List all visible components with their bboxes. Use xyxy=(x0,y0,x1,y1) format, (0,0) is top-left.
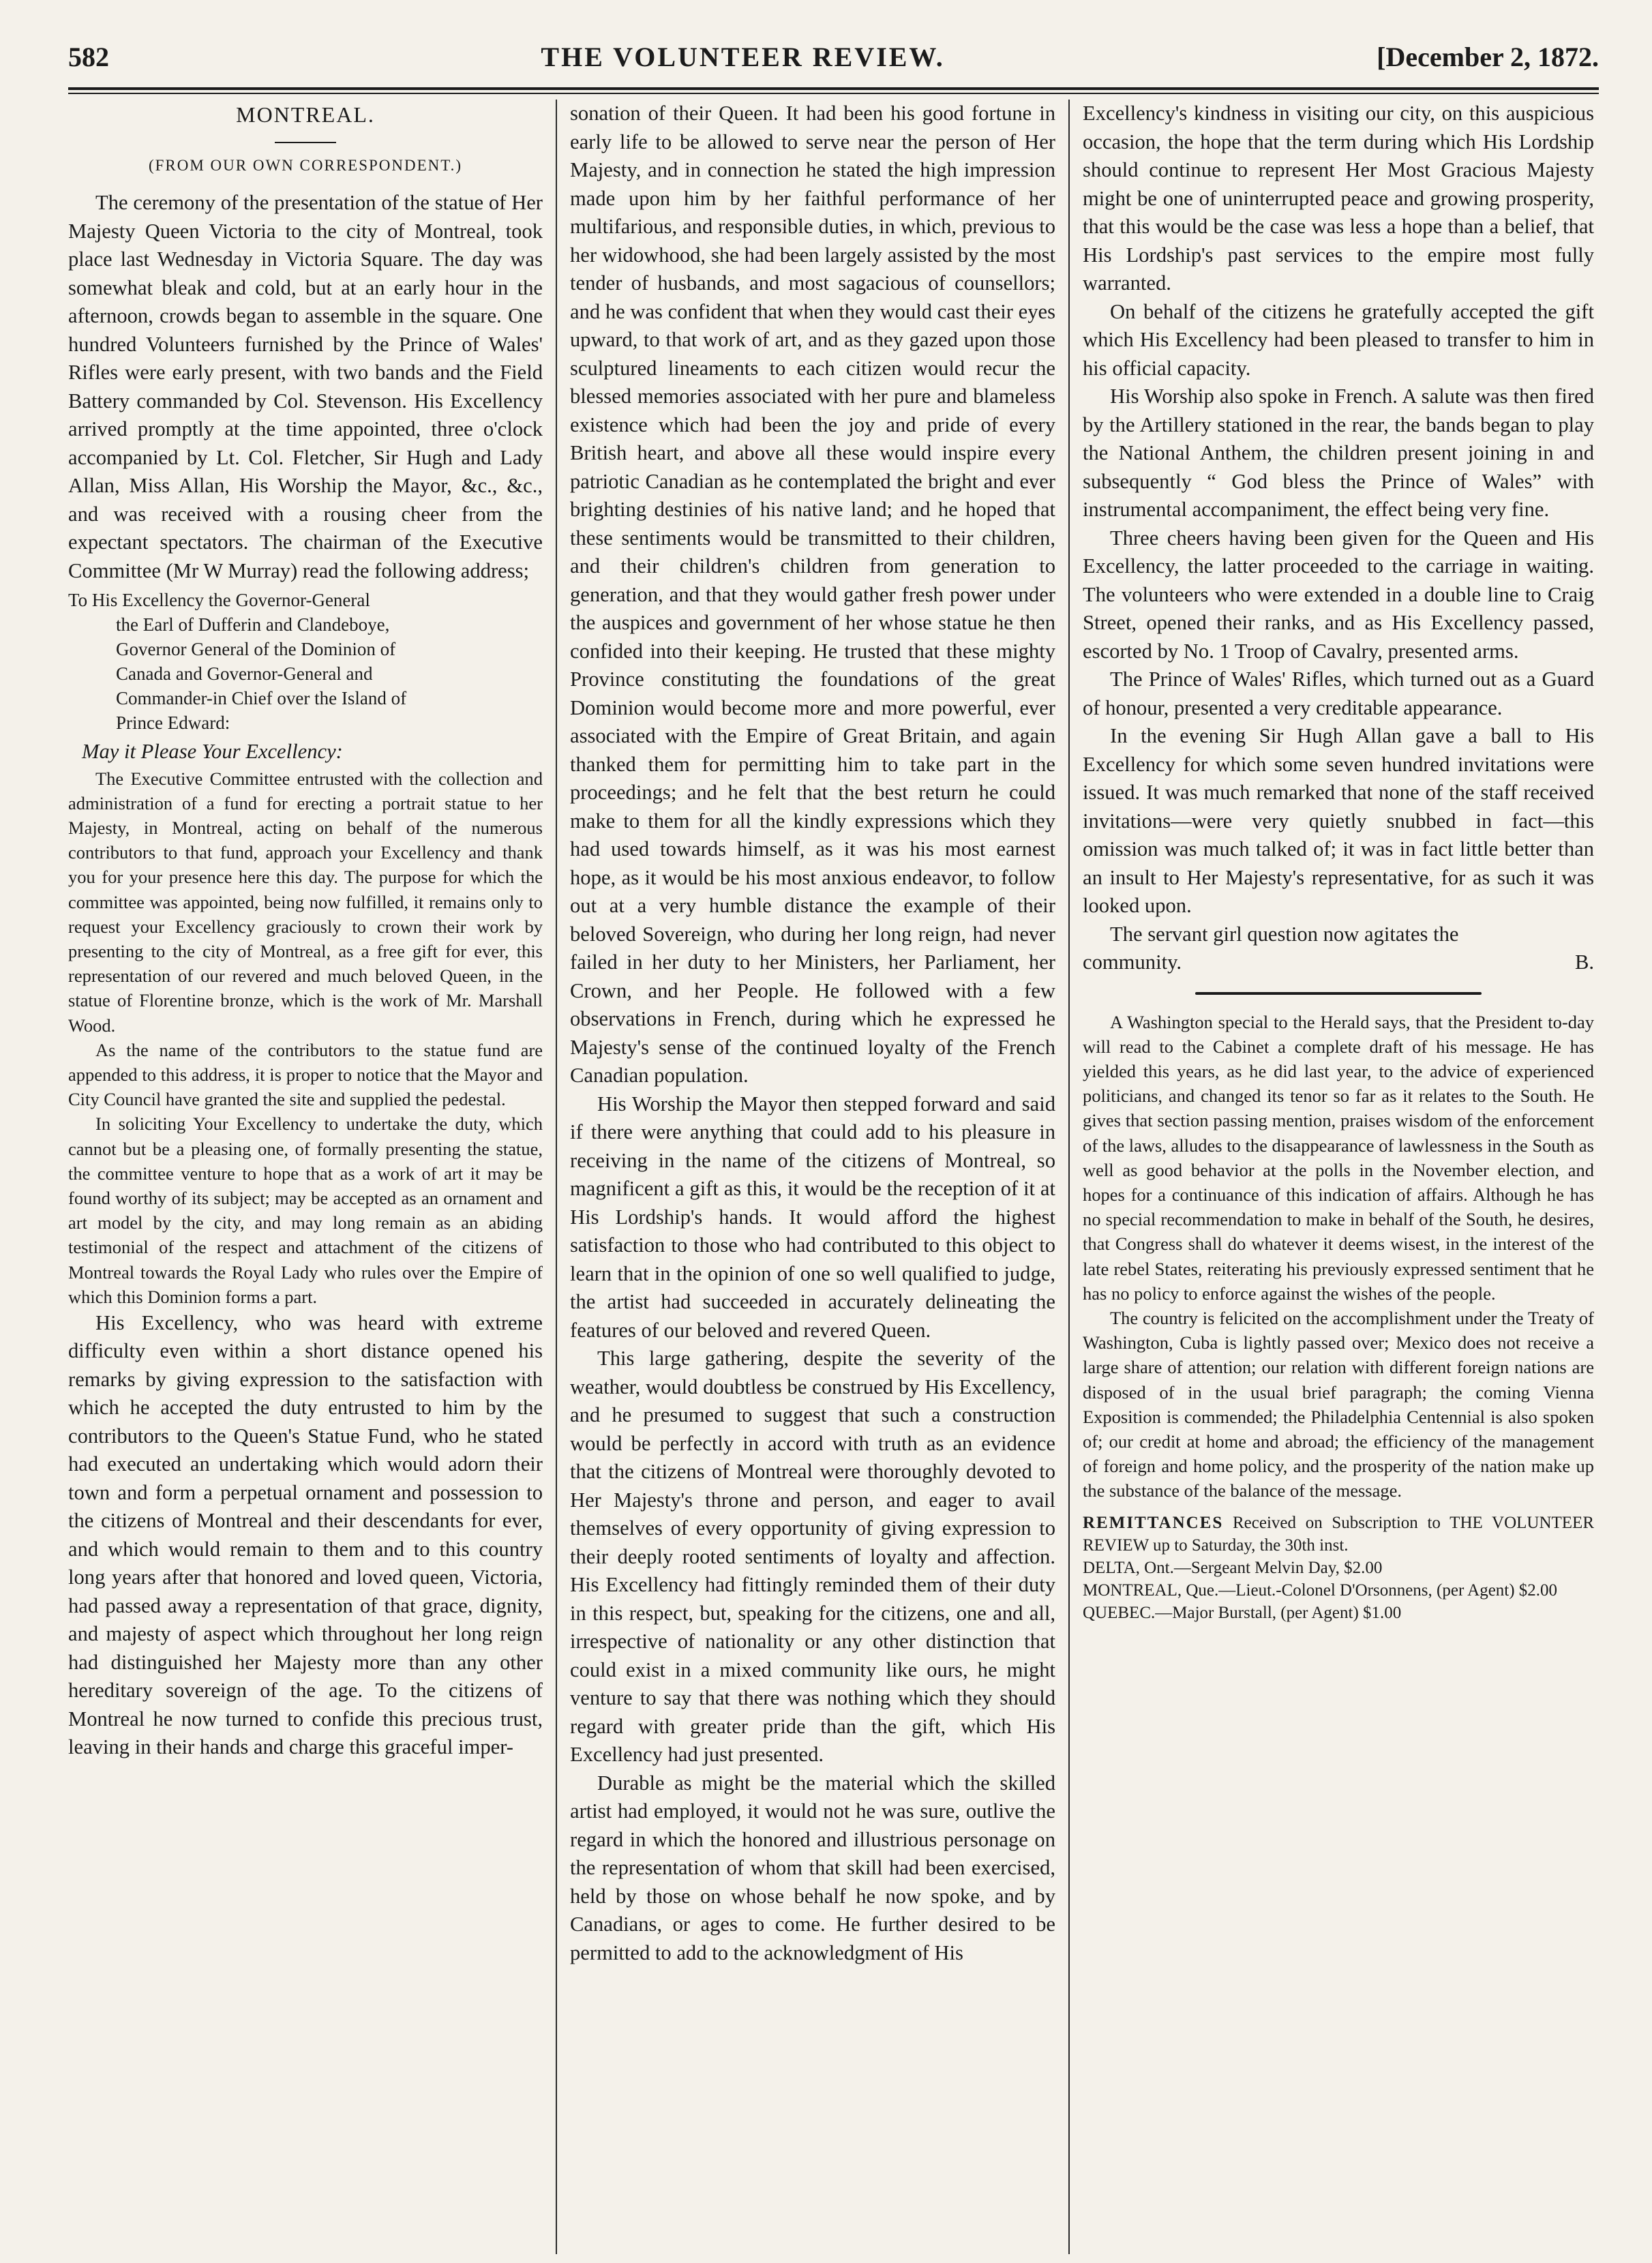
remittances-label: REMITTANCES xyxy=(1083,1513,1224,1532)
paragraph: As the name of the contributors to the statue fund are appended to this address, it is proper to notice that the Mayor and City Council have granted the site and supplied the pedestal. xyxy=(68,1039,543,1110)
paragraph: The Prince of Wales' Rifles, which turned out as a Guard of honour, presented a very creditable appearance. xyxy=(1083,668,1594,719)
header-rule-thin xyxy=(68,93,1599,94)
address-block xyxy=(68,588,543,735)
paragraph: Durable as might be the material which the skilled artist had employed, it would not he was sure, outlive the regard in which the honored and illustrious personage on the representation of whom that skill had been exercised, held by those on whose behalf he now spoke, and by Canadians, or ages to come. He further desired to be permitted to add to the acknowledgment of His xyxy=(570,1771,1055,1964)
paragraph: His Excellency, who was heard with extreme difficulty even within a short distance opened his remarks by giving expression to the satisfaction with which he accepted the duty entrusted to him by the contributors to the Queen's Statue Fund, who he stated had executed an undertaking which would adorn their town and form a perpetual ornament and possession to the citizens of Montreal and their descendants for ever, and which would remain to them and to this country long years after that honored and loved queen, Victoria, had passed away a representation of that grace, dignity, and majesty of aspect which throughout her long reign had distinguished her Majesty more than any other hereditary sovereign of the age. To the citizens of Montreal he now turned to confide this precious trust, leaving in their hands and charge this graceful imper- xyxy=(68,1310,543,1759)
paragraph: A Washington special to the Herald says, that the President to-day will read to the Cabinet a complete draft of his message. He has yielded this years, as he did last year, to the advice of experienced politicians, and changed its tenor so far as it relates to the South. He gives that section passing mention, praises wisdom of the enforcement of the laws, alludes to the disappearance of lawlessness in the South as well as good behavior at the polls in the November election, and hopes for a continuance of this indication of affairs. Although he has no special recommendation to make in behalf of the South, he desires, that Congress shall do whatever it deems wisest, in the interest of the late rebel States, reiterating his previously expressed sentiment that he has no policy to enforce against the wishes of the people. xyxy=(1083,1011,1594,1304)
issue-date: [December 2, 1872. xyxy=(1377,42,1599,72)
paragraph-end: community. xyxy=(1083,950,1182,974)
article-byline: (FROM OUR OWN CORRESPONDENT.) xyxy=(148,156,463,174)
column-3 xyxy=(1083,100,1594,2240)
signature-line xyxy=(1083,948,1594,977)
paragraph: sonation of their Queen. It had been his good fortune in early life to be allowed to serve near the person of Her Majesty, and in connection he stated the high impression made upon him by her faithful performance of her multifarious, and responsible duties, in which, previous to her widowhood, she had been largely assisted by the most tender of husbands, and most sagacious of counsellors; and he was confident that when they would cast their eyes upward, to that work of art, and as they gazed upon those sculptured lineaments to each citizen would recur the blessed memories associated with her pure and blameless existence which had been the joy and pride of every British heart, and above all these would inspire every patriotic Canadian as he contemplated the bright and ever brighting destinies of his native land; and he hoped that these sentiments would be transmitted to their children, and their children's children from generation to generation, and that they would gather fresh power under the auspices and government of her whose statue he then confided into their keeping. He trusted that these mighty Province constituting the foundations of the great Dominion would become more and more powerful, ever associated with the Empire of Great Britain, and again thanked them for permitting him to take part in the proceedings; and he felt that the best return he could make to them for all the kindly expressions which they had used towards himself, as it was his most earnest hope, as it would be his most anxious endeavor, to follow out at a very humble distance the example of their beloved Sovereign, who during her long reign, had never failed in her duty to her Ministers, her Parliament, her Crown, and her People. He followed with a few observations in French, during which he expressed he Majesty's sense of the continued loyalty of the French Canadian population. xyxy=(570,102,1055,1087)
salutation: May it Please Your Excellency: xyxy=(82,740,343,763)
address-line: Commander-in Chief over the Island of xyxy=(116,688,407,708)
article-heading: MONTREAL. xyxy=(236,102,375,127)
address-line: Prince Edward: xyxy=(116,713,230,733)
paragraph: The country is felicited on the accomplishment under the Treaty of Washington, Cuba is lightly passed over; Mexico does not receive a large share of attention; our relation with different foreign nations are disposed of in the usual brief paragraph; the coming Vienna Exposition is commended; the Philadelphia Centennial is also spoken of; our credit at home and abroad; the efficiency of the management of foreign and home policy, and the prosperity of the nation make up the substance of the balance of the message. xyxy=(1083,1307,1594,1501)
column-divider xyxy=(1068,100,1070,2254)
address-line: To His Excellency the Governor-General xyxy=(68,590,370,610)
article-separator xyxy=(1195,992,1482,995)
remittance-entry: MONTREAL, Que.—Lieut.-Colonel D'Orsonnens, (per Agent) $2.00 xyxy=(1083,1580,1558,1600)
paragraph: On behalf of the citizens he gratefully accepted the gift which His Excellency had been pleased to transfer to him in his official capacity. xyxy=(1083,299,1594,380)
paragraph: Excellency's kindness in visiting our city, on this auspicious occasion, the hope that the term during which His Lordship should continue to represent Her Most Gracious Majesty might be one of uninterrupted peace and growing prosperity, that this would be the case was less a hope than a belief, that His Lordship's past services to the empire most fully warranted. xyxy=(1083,102,1594,295)
masthead xyxy=(68,41,1599,89)
paragraph: The servant girl question now agitates the xyxy=(1110,922,1459,946)
address-line: Canada and Governor-General and xyxy=(116,663,373,684)
remittances-intro xyxy=(1083,1512,1594,1557)
paragraph: In soliciting Your Excellency to undertake the duty, which cannot but be a pleasing one, of formally presenting the statue, the committee venture to hope that as a work of art it may be found worthy of its subject; may be accepted as an ornament and art model by the city, and may long remain as an abiding testimonial of the respect and attachment of the citizens of Montreal towards the Royal Lady who rules over the Empire of which this Dominion forms a part. xyxy=(68,1113,543,1307)
signature: B. xyxy=(1574,950,1594,974)
paragraph: In the evening Sir Hugh Allan gave a ball to His Excellency for which some seven hundred invitations were issued. It was much remarked that none of the staff received invitations—were very quietly snubbed in fact—this omission was much talked of; it was in fact little better than an insult to Her Majesty's representative, for as such it was looked upon. xyxy=(1083,724,1594,917)
publication-title: THE VOLUNTEER REVIEW. xyxy=(541,42,945,72)
paragraph: Three cheers having been given for the Queen and His Excellency, the latter proceeded to the carriage in waiting. The volunteers who were extended in a double line to Craig Street, opened their ranks, and as His Excellency passed, escorted by No. 1 Troop of Cavalry, presented arms. xyxy=(1083,526,1594,663)
remittance-entry: QUEBEC.—Major Burstall, (per Agent) $1.00 xyxy=(1083,1603,1402,1622)
paragraph: The ceremony of the presentation of the statue of Her Majesty Queen Victoria to the city of Montreal, took place last Wednesday in Victoria Square. The day was somewhat bleak and cold, but at an early hour in the afternoon, crowds began to assemble in the square. One hundred Volunteers furnished by the Prince of Wales' Rifles were early present, with two bands and the Field Battery commanded by Col. Stevenson. His Excellency arrived promptly at the time appointed, three o'clock accompanied by Lt. Col. Fletcher, Sir Hugh and Lady Allan, Miss Allan, His Worship the Mayor, &c., &c., and was received with a rousing cheer from the expectant spectators. The chairman of the Executive Committee (Mr W Murray) read the following address; xyxy=(68,191,543,582)
column-1 xyxy=(68,100,543,2240)
page-number: 582 xyxy=(68,42,109,72)
remittance-entry: DELTA, Ont.—Sergeant Melvin Day, $2.00 xyxy=(1083,1558,1383,1577)
washington-article xyxy=(1083,1010,1594,1503)
header-rule xyxy=(68,87,1599,90)
paragraph: The Executive Committee entrusted with the collection and administration of a fund for erecting a portrait statue to her Majesty, in Montreal, acting on behalf of the numerous contributors to that fund, approach your Excellency and thank you for your presence here this day. The purpose for which the committee was appointed, being now fulfilled, it remains only to request your Excellency graciously to crown their work by presenting to the city of Montreal, as a free gift for ever, this representation of our revered and much beloved Queen, in the statue of Florentine bronze, which is the work of Mr. Marshall Wood. xyxy=(68,768,543,1036)
column-2 xyxy=(570,100,1055,2240)
remittances-text: Received on Subscription to THE VOLUNTEER REVIEW up to Saturday, the 30th inst. xyxy=(1083,1513,1594,1555)
address-line: Governor General of the Dominion of xyxy=(116,639,396,659)
paragraph: His Worship the Mayor then stepped forward and said if there were anything that could add to his pleasure in receiving in the name of the citizens of Montreal, so magnificent a gift as this, it would be the reception of it at His Lordship's hands. It would afford the highest satisfaction to those who had contributed to this object to learn that in the opinion of one so well qualified to judge, the artist had succeeded in accurately delineating the features of our beloved and revered Queen. xyxy=(570,1092,1055,1342)
column-divider xyxy=(556,100,557,2254)
paragraph: His Worship also spoke in French. A salute was then fired by the Artillery stationed in the rear, the bands began to play the National Anthem, the children present joining in and subsequently “ God bless the Prince of Wales” with instrumental accompaniment, the effect being very fine. xyxy=(1083,385,1594,521)
paragraph: This large gathering, despite the severity of the weather, would doubtless be construed by His Excellency, and he presumed to suggest that such a construction would be perfectly in accord with truth as an evidence that the citizens of Montreal were thoroughly devoted to Her Majesty's throne and person, and eager to avail themselves of every opportunity of giving expression to their deeply rooted sentiments of loyalty and affection. His Excellency had fittingly reminded them of their duty in this respect, but, speaking for the citizens, one and all, irrespective of nationality or any other distinction that could exist in a mixed community like ours, he might venture to say that there was nothing which they should regard with greater pride than the gift, which His Excellency had just presented. xyxy=(570,1347,1055,1766)
remittances-block xyxy=(1083,1512,1594,1624)
address-line: the Earl of Dufferin and Clandeboye, xyxy=(116,614,390,635)
heading-rule xyxy=(275,142,336,143)
address-body xyxy=(68,766,543,1309)
